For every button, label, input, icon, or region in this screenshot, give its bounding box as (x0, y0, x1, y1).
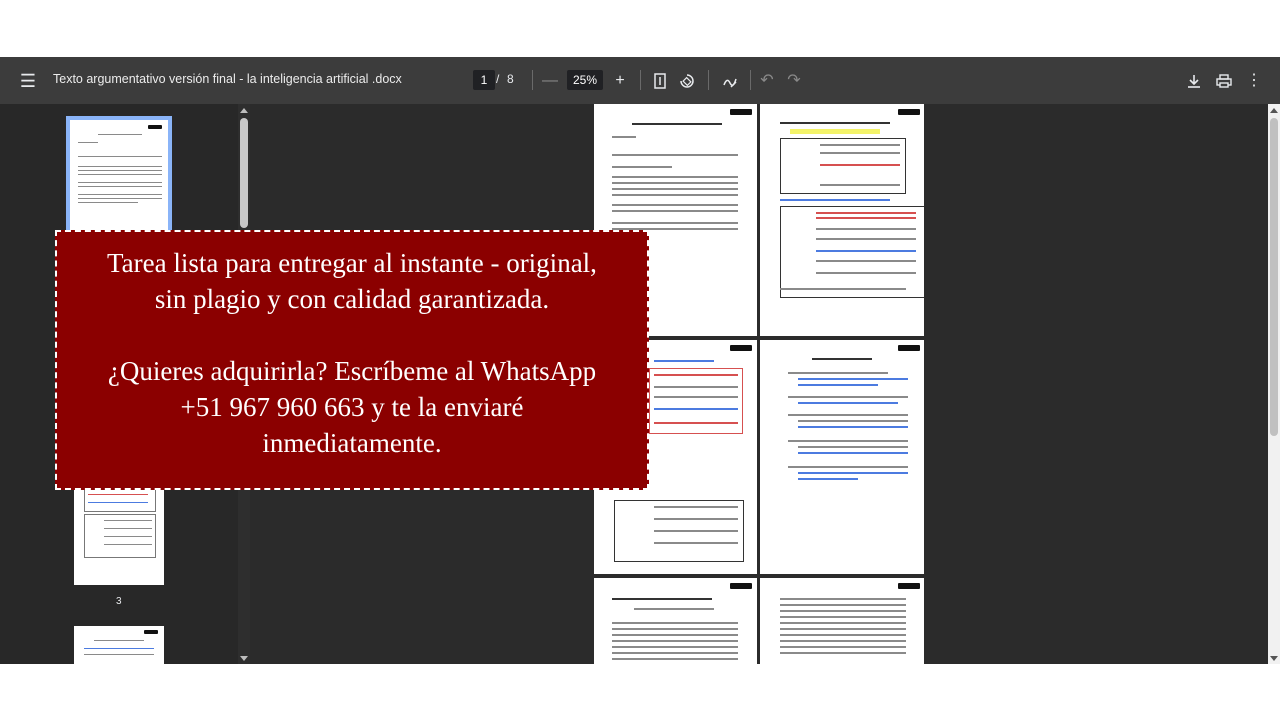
redo-icon: ↷ (787, 72, 801, 89)
document-page-6 (760, 578, 924, 664)
menu-icon[interactable]: ☰ (19, 71, 37, 91)
page-text-line (816, 217, 916, 219)
page-text-line (654, 530, 738, 532)
banner-text-line-1: Tarea lista para entregar al instante - original, (107, 248, 597, 278)
page-text-line (798, 478, 858, 480)
page-logo (898, 583, 920, 589)
page-logo (898, 109, 920, 115)
page-text-line (612, 652, 738, 654)
page-text-line (798, 472, 908, 474)
thumbnail-text-line (78, 194, 162, 195)
thumbnail-logo (144, 630, 158, 634)
toolbar-divider (708, 70, 709, 90)
thumbnail-table (84, 488, 156, 512)
toolbar-divider (750, 70, 751, 90)
thumbnail-text-line (78, 156, 162, 157)
page-text-line (780, 598, 906, 600)
page-text-line (816, 212, 916, 214)
document-table (780, 138, 906, 194)
page-text-line (612, 658, 738, 660)
pdf-toolbar (0, 57, 1280, 104)
thumbnail-text-line (104, 520, 152, 521)
page-text-line (612, 210, 738, 212)
download-icon (1187, 74, 1201, 88)
page-text-line (798, 420, 908, 422)
page-text-line (780, 622, 906, 624)
print-icon (1216, 74, 1232, 88)
undo-button[interactable] (755, 69, 779, 93)
thumbnail-text-line (94, 640, 144, 641)
thumbnail-text-line (78, 182, 162, 183)
thumbnail-text-line (78, 198, 162, 199)
page-thumbnail-3[interactable] (74, 484, 164, 585)
page-text-line (612, 154, 738, 156)
minus-icon: — (542, 72, 558, 89)
thumbnail-text-line (78, 142, 98, 143)
page-text-line (780, 634, 906, 636)
page-text-line (798, 402, 898, 404)
zoom-level-input[interactable]: 25% (567, 70, 603, 90)
page-text-line (780, 616, 906, 618)
page-thumbnail-4[interactable] (74, 626, 164, 664)
banner-text-line-4: +51 967 960 663 y te la enviaré (180, 392, 524, 422)
scroll-up-arrow[interactable] (240, 108, 248, 113)
page-text-line (788, 396, 908, 398)
page-logo (730, 345, 752, 351)
annotate-icon (722, 73, 738, 89)
current-page-input[interactable]: 1 (473, 70, 495, 90)
page-text-line (816, 272, 916, 274)
banner-text-line-2: sin plagio y con calidad garantizada. (154, 284, 550, 314)
document-table (649, 368, 743, 434)
page-text-line (654, 374, 738, 376)
page-text-line (654, 408, 738, 410)
page-text-line (820, 152, 900, 154)
page-text-line (820, 184, 900, 186)
page-text-line (654, 422, 738, 424)
thumbnail-text-line (78, 166, 162, 167)
plus-icon: + (615, 72, 625, 89)
thumbnail-text-line (104, 528, 152, 529)
print-button[interactable] (1212, 69, 1236, 93)
page-separator: / (496, 72, 500, 86)
page-heading (812, 358, 872, 360)
page-text-line (816, 260, 916, 262)
thumbnail-page-number: 3 (116, 596, 122, 607)
page-text-line (654, 506, 738, 508)
page-text-line (654, 360, 714, 362)
document-title: Texto argumentativo versión final - la inteligencia artificial .docx (53, 72, 402, 86)
page-heading (632, 123, 722, 125)
page-text-line (612, 194, 738, 196)
page-text-line (798, 446, 908, 448)
page-text-line (612, 166, 672, 168)
more-vert-icon: ⋮ (1246, 72, 1262, 89)
highlighted-text (790, 129, 880, 134)
toolbar-divider (532, 70, 533, 90)
page-text-line (612, 622, 738, 624)
document-scroll-up-arrow[interactable] (1270, 108, 1278, 113)
page-text-line (816, 250, 916, 252)
page-text-line (816, 238, 916, 240)
thumbnail-text-line (78, 202, 138, 203)
page-text-line (654, 386, 738, 388)
page-logo (898, 345, 920, 351)
page-text-line (780, 288, 906, 290)
total-pages: 8 (507, 72, 514, 86)
thumbnail-text-line (104, 544, 152, 545)
page-text-line (780, 604, 906, 606)
thumbnail-text-line (78, 174, 162, 175)
page-logo (730, 583, 752, 589)
zoom-out-button[interactable] (538, 69, 562, 93)
page-text-line (612, 188, 738, 190)
page-text-line (798, 384, 878, 386)
thumbnail-scrollbar-thumb[interactable] (240, 118, 248, 228)
page-thumbnail-1[interactable] (70, 120, 168, 232)
page-logo (730, 109, 752, 115)
page-text-line (612, 634, 738, 636)
rotate-button[interactable] (675, 69, 699, 93)
page-heading (780, 122, 890, 124)
page-text-line (820, 144, 900, 146)
page-text-line (612, 176, 738, 178)
thumbnail-text-line (104, 536, 152, 537)
thumbnail-text-line (98, 134, 142, 135)
thumbnail-text-line (84, 654, 154, 655)
fit-page-button[interactable] (648, 69, 672, 93)
page-text-line (780, 646, 906, 648)
page-text-line (612, 646, 738, 648)
page-text-line (788, 440, 908, 442)
page-text-line (654, 518, 738, 520)
more-options-button[interactable] (1242, 69, 1266, 93)
thumbnail-text-line (78, 186, 162, 187)
page-text-line (788, 466, 908, 468)
page-heading (612, 598, 712, 600)
document-page-5 (594, 578, 757, 664)
document-table (780, 206, 924, 298)
page-text-line (780, 610, 906, 612)
thumbnail-text-line (88, 502, 148, 503)
document-page-4 (760, 340, 924, 574)
thumbnail-text-line (88, 494, 148, 495)
page-text-line (788, 414, 908, 416)
document-page-2 (760, 104, 924, 336)
page-text-line (654, 542, 738, 544)
page-text-line (612, 182, 738, 184)
page-text-line (612, 136, 636, 138)
page-text-line (820, 164, 900, 166)
thumbnail-text-line (84, 648, 154, 649)
page-text-line (798, 426, 908, 428)
page-text-line (612, 204, 738, 206)
page-text-line (634, 608, 714, 610)
annotate-button[interactable] (718, 69, 742, 93)
page-text-line (798, 378, 908, 380)
toolbar-divider (640, 70, 641, 90)
page-text-line (780, 652, 906, 654)
download-button[interactable] (1182, 69, 1206, 93)
page-text-line (612, 640, 738, 642)
promo-banner (55, 230, 649, 490)
thumbnail-text-line (78, 170, 162, 171)
page-text-line (798, 452, 908, 454)
page-text-line (780, 199, 890, 201)
scroll-down-arrow[interactable] (240, 656, 248, 661)
document-scroll-down-arrow[interactable] (1270, 656, 1278, 661)
banner-text-line-3: ¿Quieres adquirirla? Escríbeme al WhatsApp (107, 356, 597, 386)
page-text-line (612, 628, 738, 630)
thumbnail-logo (148, 125, 162, 129)
redo-button[interactable] (782, 69, 806, 93)
zoom-in-button[interactable] (608, 69, 632, 93)
page-text-line (654, 396, 738, 398)
document-scrollbar-thumb[interactable] (1270, 118, 1278, 436)
page-text-line (780, 628, 906, 630)
banner-text-line-5: inmediatamente. (262, 428, 442, 458)
fit-page-icon (653, 73, 667, 89)
page-text-line (788, 372, 888, 374)
rotate-icon (679, 73, 695, 89)
page-text-line (612, 222, 738, 224)
page-text-line (816, 228, 916, 230)
page-text-line (780, 640, 906, 642)
undo-icon: ↶ (760, 72, 774, 89)
